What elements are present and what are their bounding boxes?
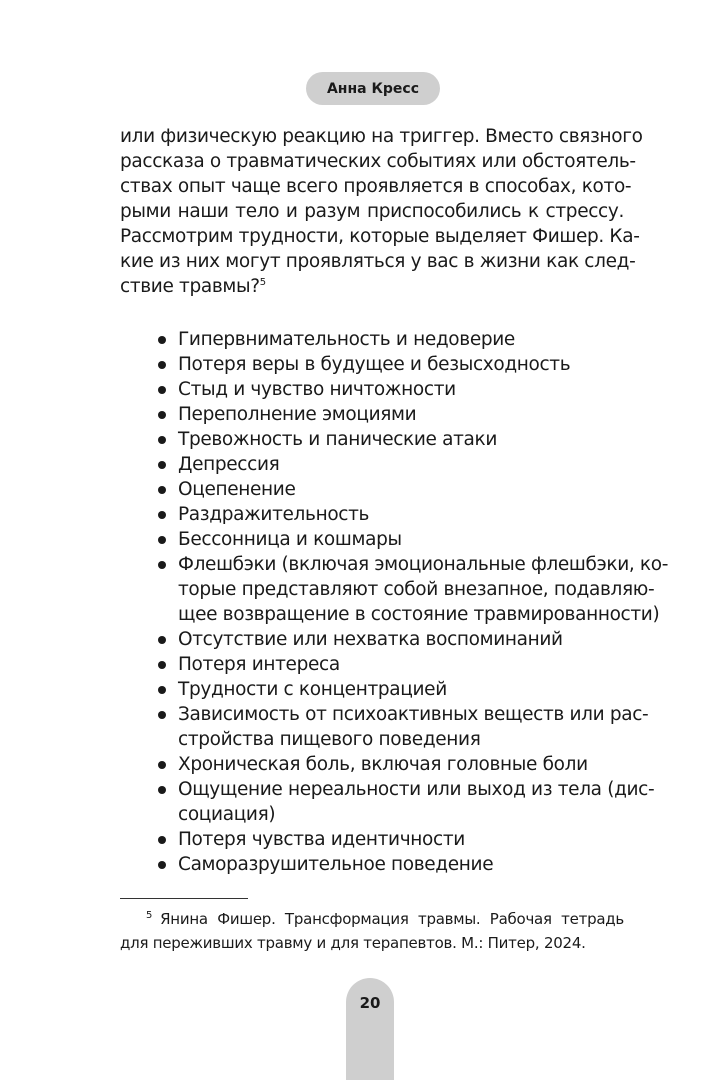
footnote	[120, 907, 624, 955]
bullet-icon	[158, 336, 166, 344]
list-item	[120, 627, 624, 652]
list-item	[120, 527, 624, 552]
list-item	[120, 452, 624, 477]
bullet-icon	[158, 761, 166, 769]
list-item-line: Раздражительность	[178, 504, 370, 525]
list-item-line: Зависимость от психоактивных веществ или рас-	[178, 704, 649, 725]
paragraph-line-last	[120, 274, 624, 299]
symptom-list	[120, 327, 669, 877]
list-item	[120, 677, 624, 702]
bullet-icon	[158, 561, 166, 569]
list-item-line: щее возвращение в состояние травмированности)	[178, 604, 660, 625]
author-name: Анна Кресс	[326, 80, 420, 97]
body-paragraph	[120, 124, 643, 299]
list-item-line: Флешбэки (включая эмоциональные флешбэки, ко-	[178, 554, 669, 575]
list-item	[120, 402, 624, 427]
footnote-line: для переживших травму и для терапевтов. М.: Питер, 2024.	[120, 934, 586, 952]
bullet-icon	[158, 461, 166, 469]
bullet-icon	[158, 636, 166, 644]
bullet-icon	[158, 436, 166, 444]
bullet-icon	[158, 711, 166, 719]
bullet-icon	[158, 686, 166, 694]
bullet-icon	[158, 861, 166, 869]
paragraph-line: ствах опыт чаще всего проявляется в способах, кото-	[120, 176, 632, 197]
list-item	[120, 552, 669, 627]
list-item	[120, 502, 624, 527]
bullet-icon	[158, 511, 166, 519]
bullet-icon	[158, 361, 166, 369]
paragraph-line: рассказа о травматических событиях или обстоятель-	[120, 151, 636, 172]
list-item-line: Трудности с концентрацией	[178, 679, 447, 700]
list-item-line: социация)	[178, 804, 276, 825]
footnote-number: 5	[146, 910, 153, 921]
list-item-line: Потеря веры в будущее и безысходность	[178, 354, 571, 375]
paragraph-line: кие из них могут проявляться у вас в жизни как след-	[120, 251, 636, 272]
bullet-icon	[158, 836, 166, 844]
page-number: 20	[359, 994, 381, 1012]
list-item-line: Хроническая боль, включая головные боли	[178, 754, 588, 775]
list-item-line: торые представляют собой внезапное, подавляю-	[178, 579, 655, 600]
list-item-line: Гипервнимательность и недоверие	[178, 329, 515, 350]
list-item-line: Стыд и чувство ничтожности	[178, 379, 456, 400]
list-item	[120, 377, 624, 402]
list-item	[120, 477, 624, 502]
running-header-author	[306, 72, 440, 105]
footnote-line	[120, 907, 624, 931]
list-item-line: Тревожность и панические атаки	[178, 429, 498, 450]
list-item	[120, 652, 624, 677]
bullet-icon	[158, 661, 166, 669]
footnote-text: Янина Фишер. Трансформация травмы. Рабочая тетрадь	[160, 910, 624, 928]
footnote-divider	[120, 898, 248, 899]
bullet-icon	[158, 786, 166, 794]
paragraph-line-text: ствие травмы?	[120, 276, 260, 297]
list-item-line: Отсутствие или нехватка воспоминаний	[178, 629, 563, 650]
list-item	[120, 702, 649, 752]
bullet-icon	[158, 386, 166, 394]
list-item-line: Оцепенение	[178, 479, 296, 500]
list-item	[120, 327, 624, 352]
list-item-line: Потеря чувства идентичности	[178, 829, 465, 850]
list-item-line: Ощущение нереальности или выход из тела (дис-	[178, 779, 655, 800]
bullet-icon	[158, 536, 166, 544]
list-item	[120, 827, 624, 852]
list-item	[120, 427, 624, 452]
bullet-icon	[158, 486, 166, 494]
list-item-line: стройства пищевого поведения	[178, 729, 481, 750]
bullet-icon	[158, 411, 166, 419]
list-item	[120, 852, 624, 877]
list-item-line: Депрессия	[178, 454, 280, 475]
paragraph-line: рыми наши тело и разум приспособились к стрессу.	[120, 201, 624, 222]
list-item	[120, 777, 655, 827]
list-item-line: Потеря интереса	[178, 654, 340, 675]
list-item-line: Переполнение эмоциями	[178, 404, 417, 425]
list-item	[120, 352, 624, 377]
paragraph-line: или физическую реакцию на триггер. Вместо связного	[120, 126, 643, 147]
footnote-reference: 5	[259, 276, 266, 288]
page-number-tab	[346, 978, 394, 1080]
list-item	[120, 752, 624, 777]
list-item-line: Саморазрушительное поведение	[178, 854, 494, 875]
list-item-line: Бессонница и кошмары	[178, 529, 402, 550]
paragraph-line: Рассмотрим трудности, которые выделяет Фишер. Ка-	[120, 226, 640, 247]
